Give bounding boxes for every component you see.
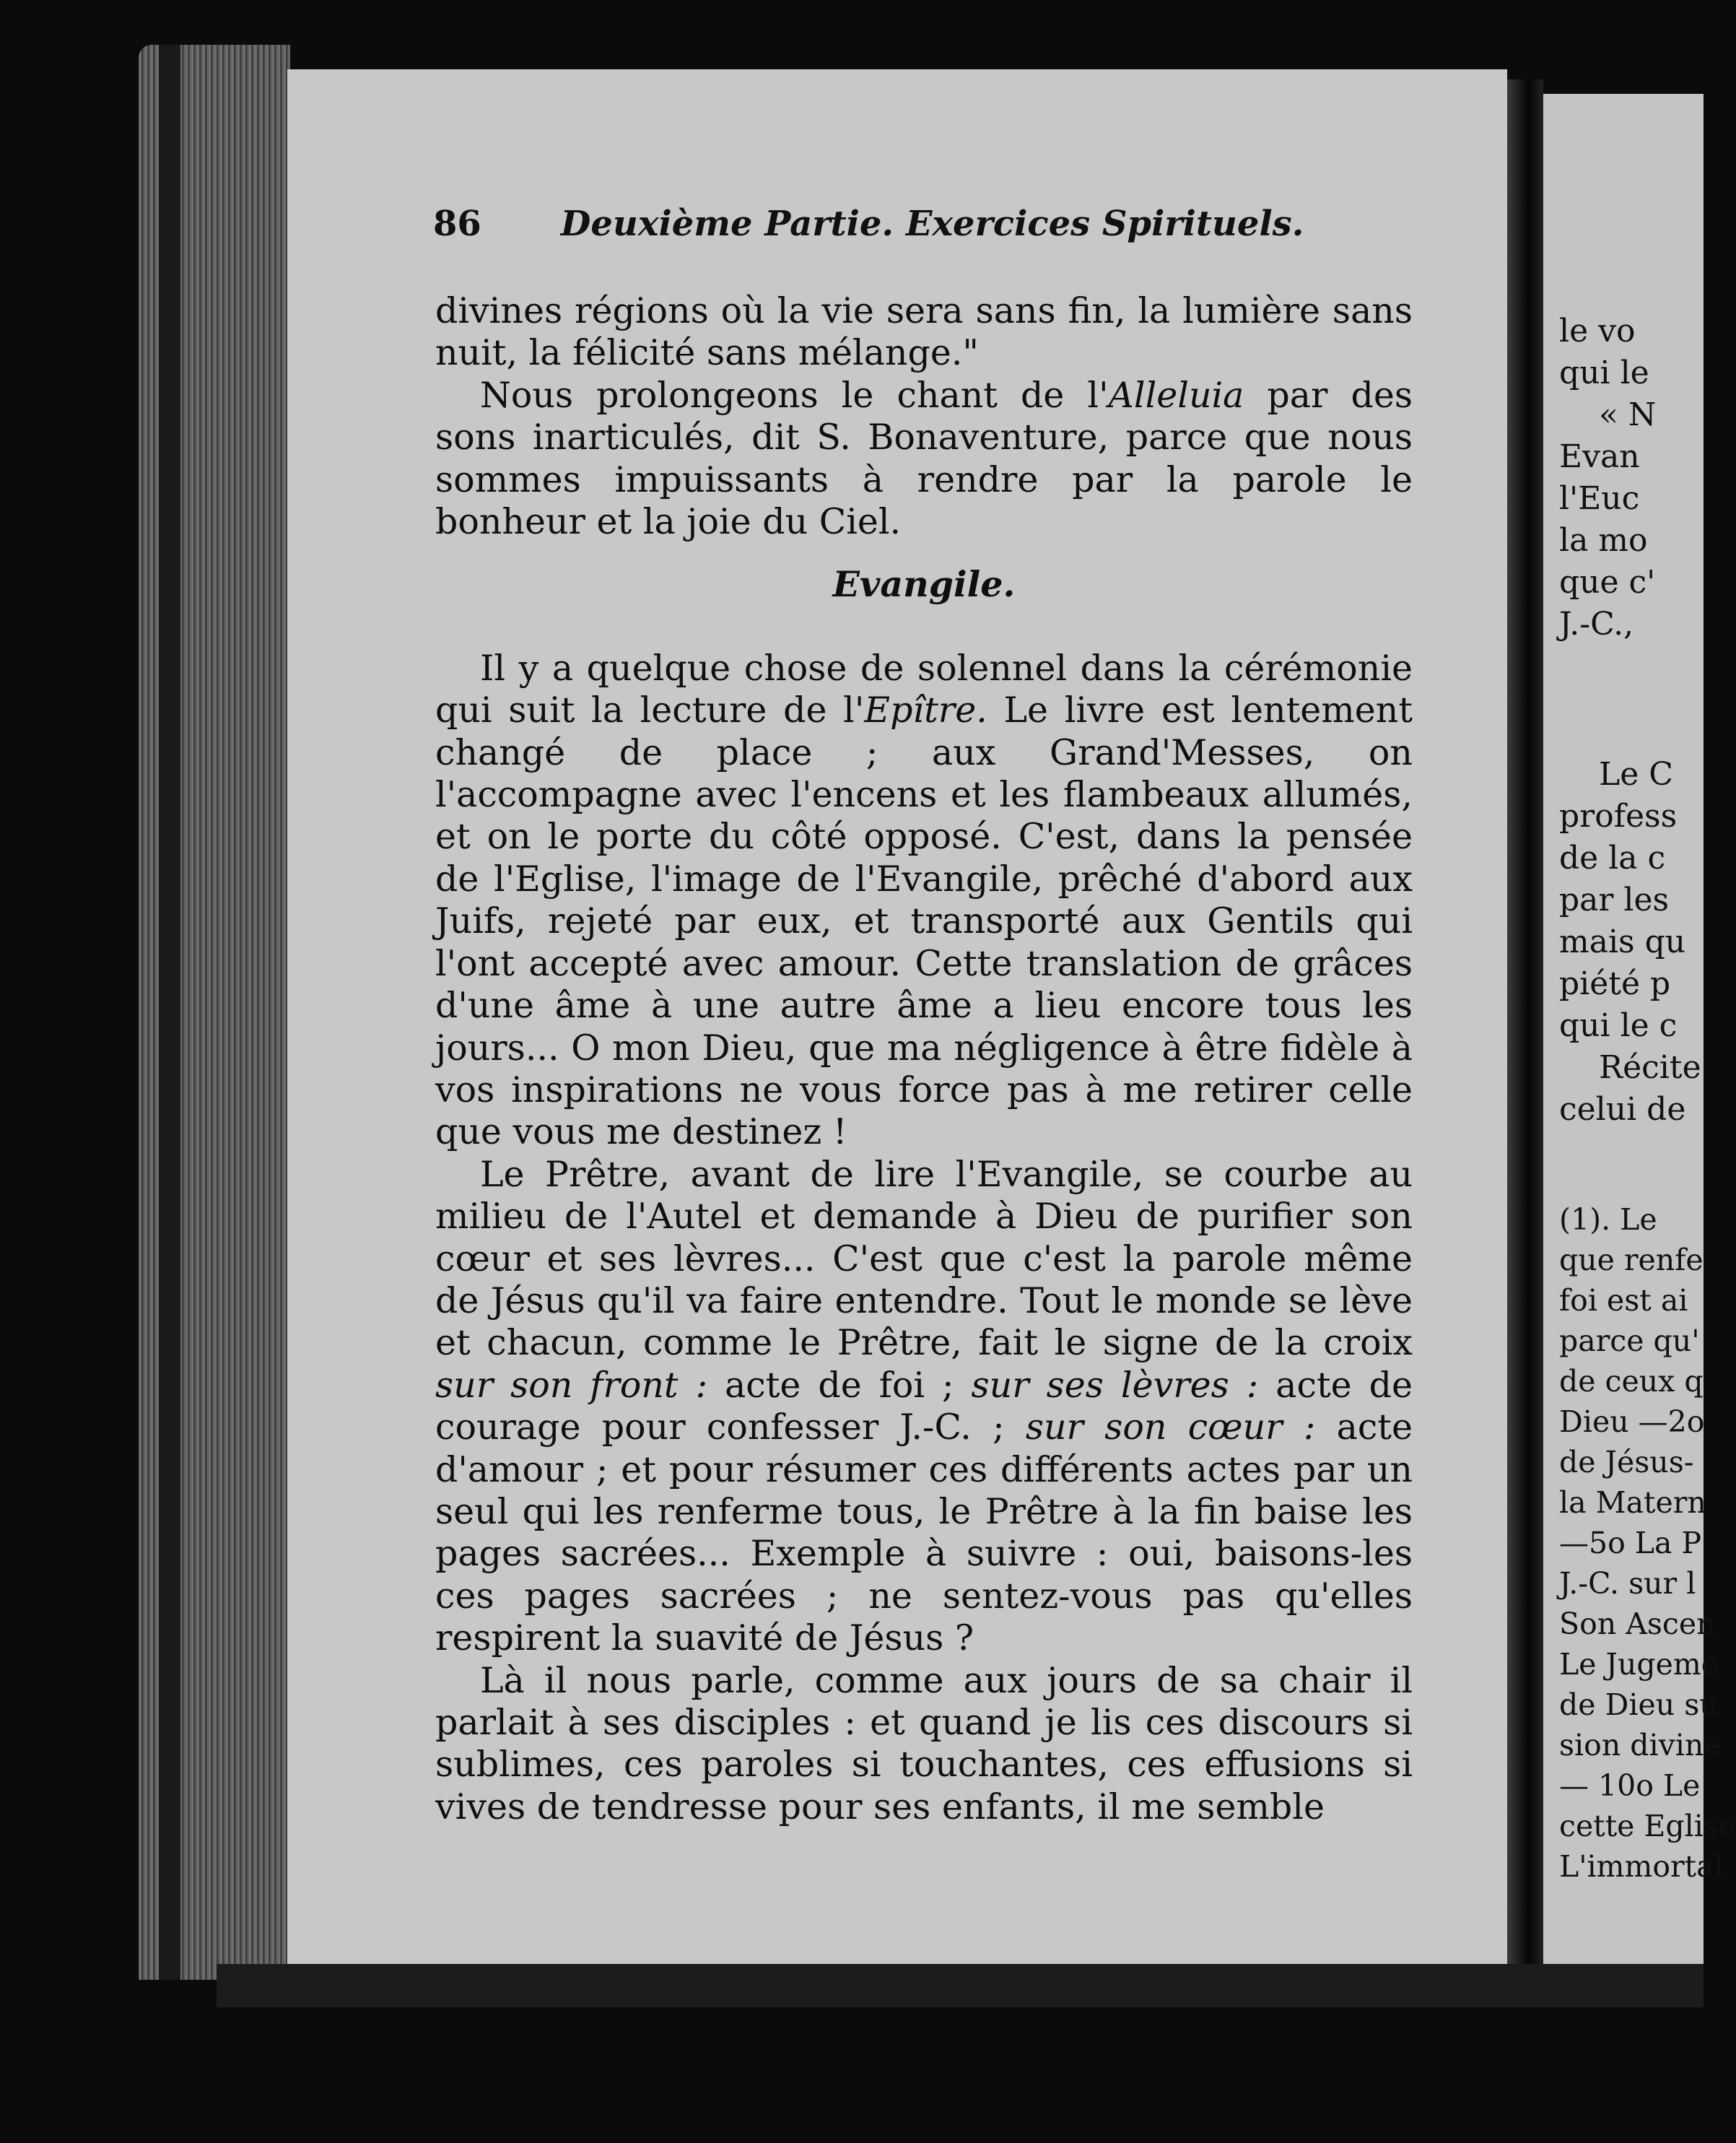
- paragraph-2-text-a: Nous prolongeons le chant de l': [480, 374, 1109, 416]
- footnote-line: de Dieu su: [1559, 1687, 1719, 1722]
- footnote-line: de Jésus-: [1559, 1445, 1694, 1479]
- right-page-text: [1559, 310, 1736, 1887]
- footnote-line: Dieu —2o: [1559, 1404, 1705, 1439]
- right-line: la mo: [1559, 522, 1648, 559]
- footnote-line: parce qu': [1559, 1323, 1700, 1358]
- right-line: de la c: [1559, 840, 1666, 877]
- footnote-line: J.-C. sur l: [1559, 1566, 1696, 1601]
- footnote-line: —5o La P: [1559, 1526, 1702, 1560]
- paragraph-4-italic-3: sur son cœur :: [1025, 1407, 1316, 1448]
- footnote-line: — 10o Le: [1559, 1768, 1701, 1803]
- right-line: qui le: [1559, 355, 1649, 391]
- right-line: par les: [1559, 882, 1670, 918]
- paragraph-3-text-a: Il y a quelque chose de solennel dans la cérémonie qui suit la lecture de l': [435, 647, 1413, 731]
- right-line: « N: [1599, 396, 1657, 433]
- paragraph-4-text-d: acte d'amour ; et pour résumer ces différents actes par un seul qui les renferme tous, le Prêtre à la fin baise les pages sacrées... Exemple à suivre : oui, baisons-les ces pages sacrées ; ne sentez-vous pas qu'elles respirent la suavité de Jésus ?: [435, 1407, 1413, 1659]
- running-head-title: Deuxième Partie. Exercices Spirituels.: [560, 204, 1304, 244]
- footnote-line: Son Ascen: [1559, 1607, 1716, 1641]
- paragraph-5: Là il nous parle, comme aux jours de sa chair il parlait à ses disciples : et quand je lis ces discours si sublimes, ces paroles si touchantes, ces effusions si vives de tendresse pour ses enfants, il me semble: [435, 1659, 1413, 1827]
- book-edge-shadow: [159, 45, 180, 1980]
- footnote-line: de ceux q: [1559, 1364, 1704, 1399]
- footnote-line: Le Jugeme: [1559, 1647, 1719, 1682]
- right-line: qui le c: [1559, 1007, 1678, 1044]
- right-spacer: [1559, 1131, 1718, 1199]
- paragraph-4-text-a: Le Prêtre, avant de lire l'Evangile, se courbe au milieu de l'Autel et demande à Dieu de purifier son cœur et ses lèvres... C'est que c'est la parole même de Jésus qu'il va faire entendre. Tout le monde se lève et chacun, comme le Prêtre, fait le signe de la croix: [435, 1153, 1413, 1364]
- footnote-line: que renfe: [1559, 1243, 1704, 1277]
- footnote-line: foi est ai: [1559, 1283, 1688, 1318]
- right-line: Récite: [1599, 1049, 1701, 1086]
- paragraph-4-italic-2: sur ses lèvres :: [971, 1364, 1259, 1406]
- footnote-line: L'immortal: [1559, 1849, 1724, 1884]
- section-title: Evangile.: [832, 563, 1016, 606]
- right-line: Le C: [1599, 756, 1673, 793]
- right-line: mais qu: [1559, 923, 1686, 960]
- right-line: profess: [1559, 798, 1678, 835]
- footnote-line: sion divine: [1559, 1728, 1722, 1762]
- right-line: J.-C.,: [1559, 606, 1634, 643]
- right-spacer: [1559, 645, 1718, 754]
- paragraph-3-text-b: Le livre est lentement changé de place ; aux Grand'Messes, on l'accompagne avec l'encens et les flambeaux allumés, et on le porte du côté opposé. C'est, dans la pensée de l'Eglise, l'image de l'Evangile, prêché d'abord aux Juifs, rejeté par eux, et transporté aux Gentils qui l'ont accepté avec amour. Cette translation de grâces d'une âme à une autre âme a lieu encore tous les jours... O mon Dieu, que ma négligence à être fidèle à vos inspirations ne vous force pas à me retirer celle que vous me destinez !: [435, 690, 1413, 1153]
- paragraph-4-text-c: acte de courage pour confesser J.-C. ;: [435, 1364, 1413, 1448]
- right-line: que c': [1559, 564, 1656, 601]
- paragraph-4-italic-1: sur son front :: [435, 1364, 708, 1406]
- paragraph-1: divines régions où la vie sera sans fin, la lumière sans nuit, la félicité sans mélange.": [435, 290, 1413, 374]
- footnote-line: (1). Le: [1559, 1202, 1657, 1237]
- running-head: [433, 204, 1429, 261]
- paragraph-2-italic: Alleluia: [1108, 374, 1244, 416]
- right-line: Evan: [1559, 438, 1640, 475]
- footnote-line: la Matern: [1559, 1485, 1706, 1520]
- paragraph-4: [435, 1154, 1413, 1660]
- right-line: l'Euc: [1559, 480, 1640, 517]
- right-line: piété p: [1559, 965, 1671, 1002]
- book-gutter: [1507, 79, 1543, 1971]
- paragraph-3: [435, 648, 1413, 1154]
- paragraph-2-text-b: par des sons inarticulés, dit S. Bonaventure, parce que nous sommes impuissants à rendre par la parole le bonheur et la joie du Ciel.: [435, 374, 1413, 543]
- paragraph-4-text-b: acte de foi ;: [707, 1364, 972, 1406]
- right-line: le vo: [1559, 313, 1636, 349]
- right-line: celui de: [1559, 1091, 1686, 1128]
- footnote-line: cette Eglise: [1559, 1809, 1736, 1843]
- paragraph-3-italic: Epître.: [864, 690, 987, 731]
- page-number: 86: [433, 204, 481, 244]
- left-page-text: [435, 290, 1413, 1828]
- paragraph-2: [435, 375, 1413, 544]
- book-bottom-shadow: [217, 1964, 1704, 2007]
